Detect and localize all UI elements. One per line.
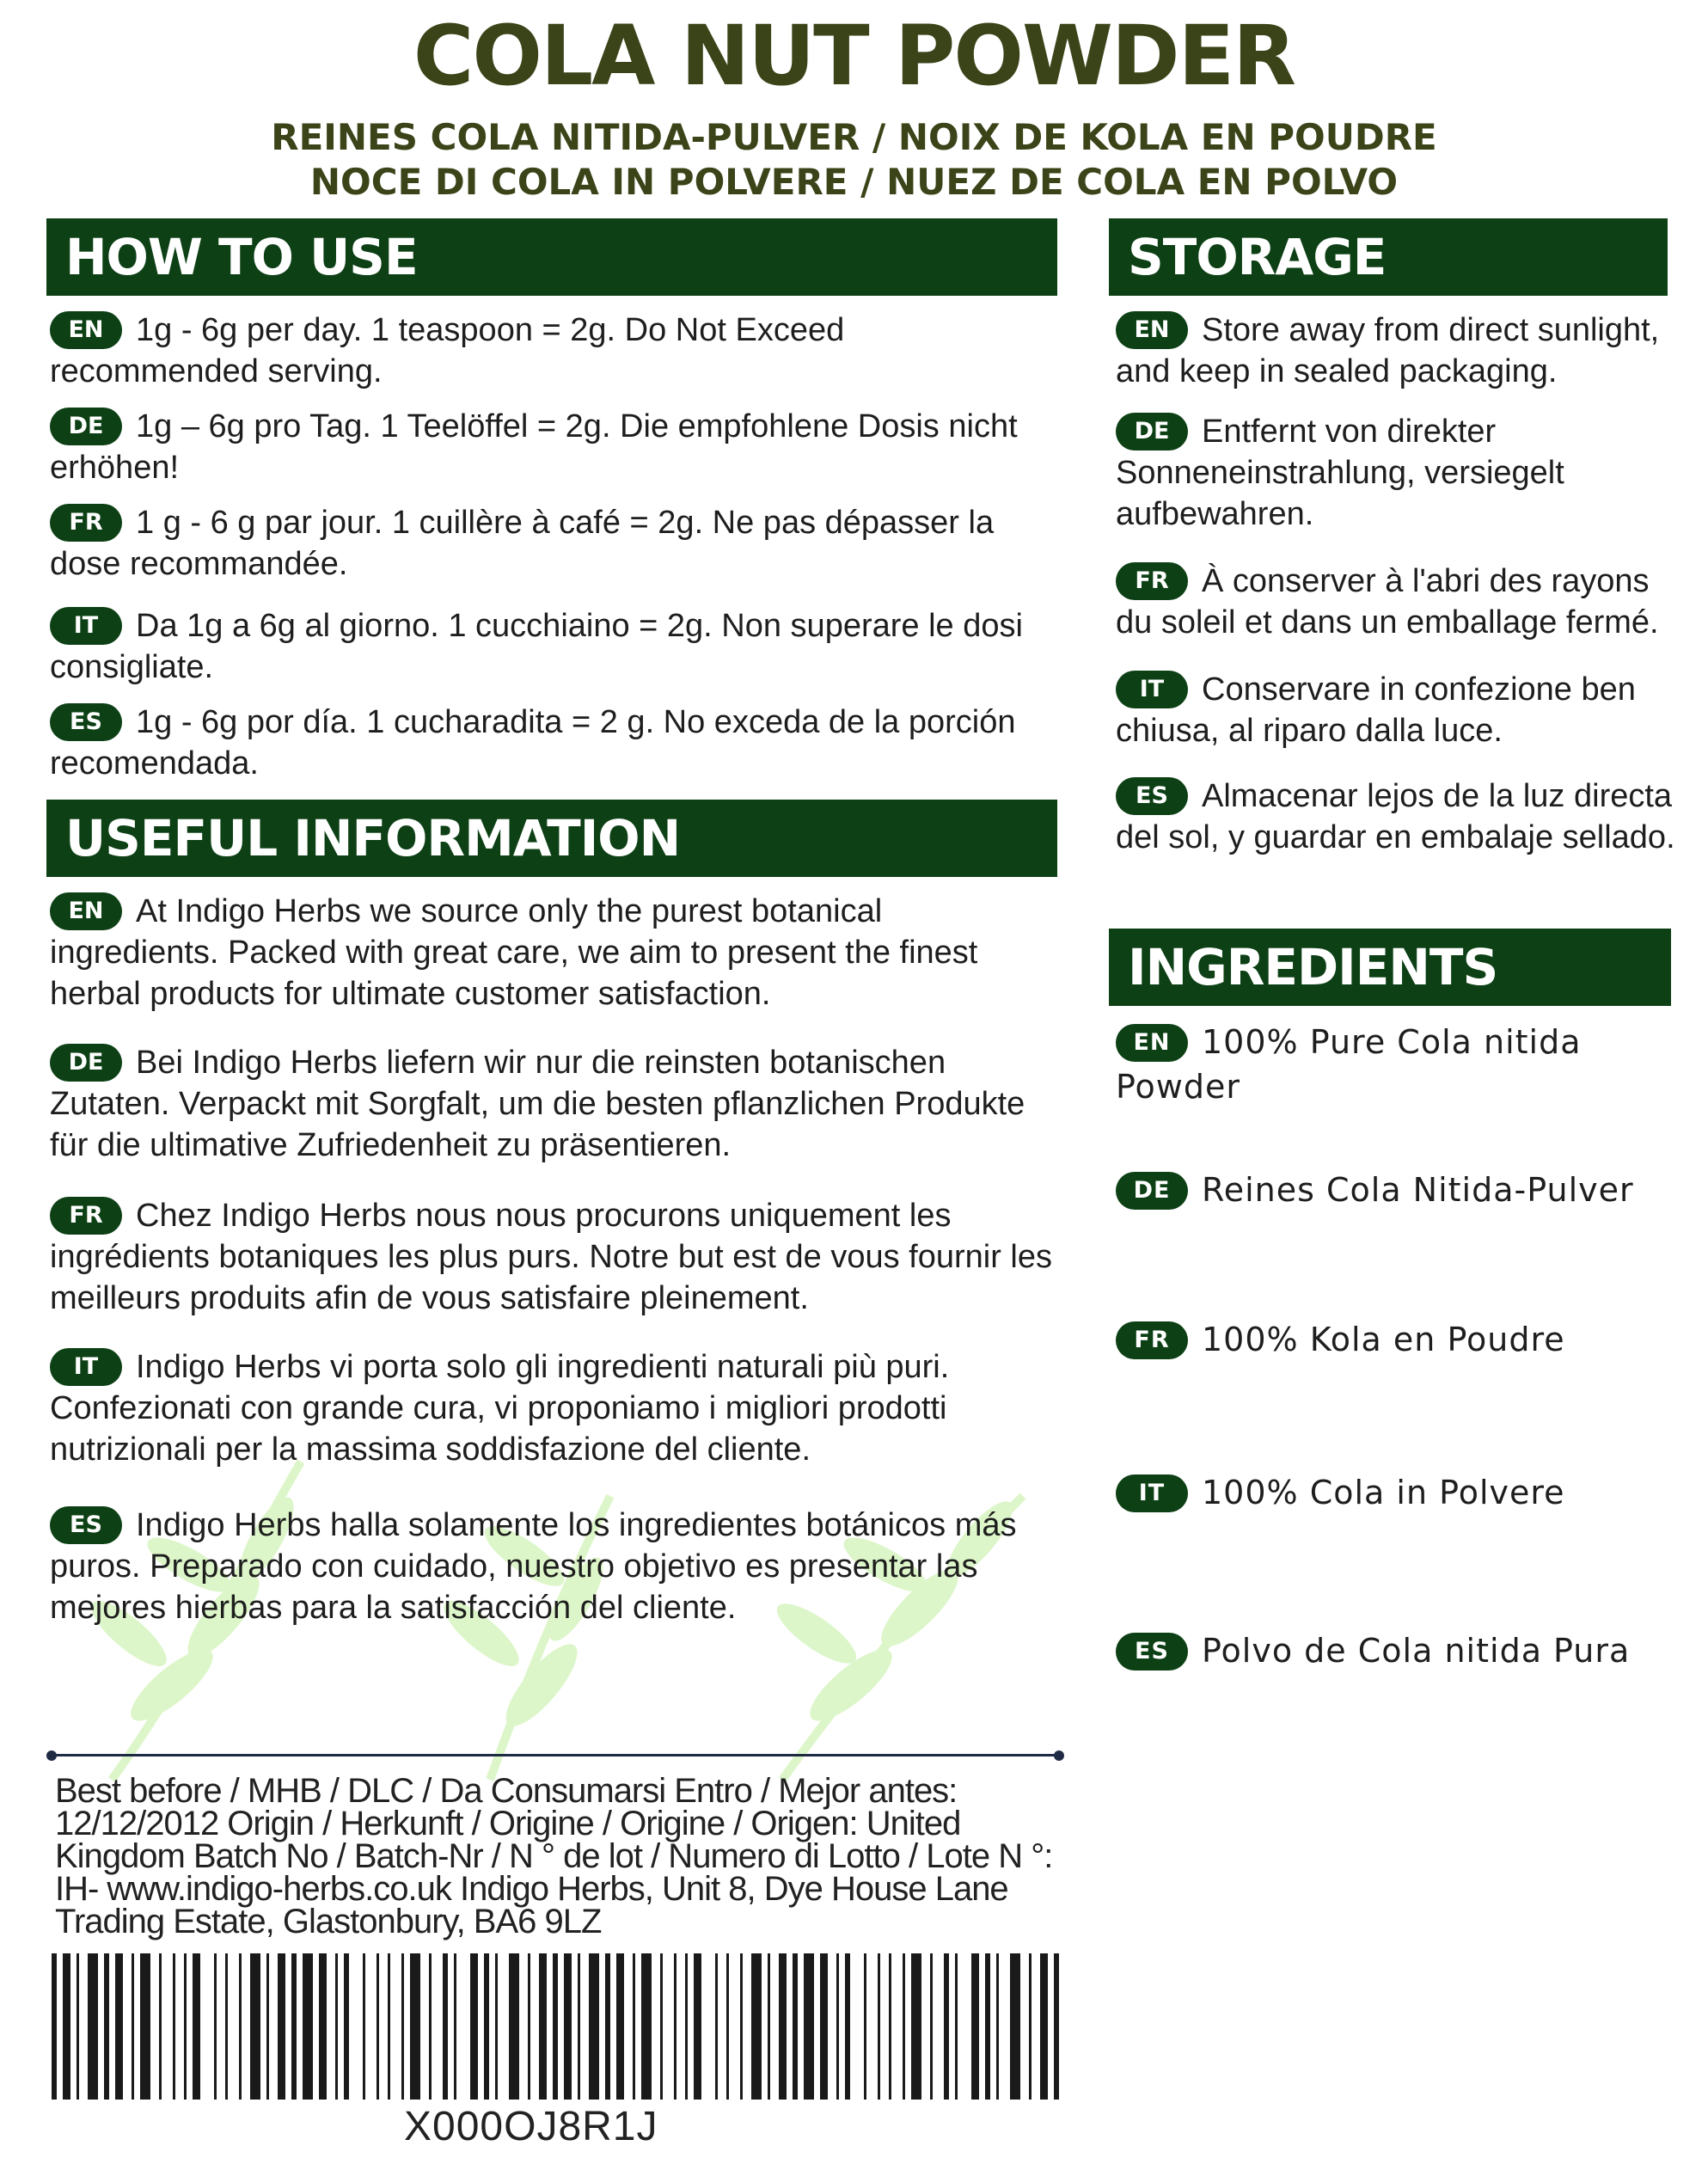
lang-badge: EN <box>50 311 122 349</box>
barcode-bar <box>1054 1953 1059 2100</box>
barcode-bar <box>184 1953 187 2100</box>
barcode-bar <box>140 1953 150 2100</box>
barcode-number: X000OJ8R1J <box>404 2104 658 2149</box>
entry-text: Store away from direct sunlight, and keep in sealed packaging. <box>1116 312 1660 389</box>
useful-info-entry-es <box>50 1505 1057 1628</box>
lang-badge: EN <box>1116 1024 1188 1062</box>
entry-text: 100% Cola in Polvere <box>1202 1474 1565 1511</box>
barcode-bar <box>751 1953 762 2100</box>
storage-entry-de <box>1116 411 1666 535</box>
useful-info-entry-fr <box>50 1195 1057 1319</box>
barcode-bar <box>1010 1953 1020 2100</box>
lang-badge: IT <box>50 607 122 645</box>
barcode-bar <box>225 1953 228 2100</box>
barcode-bar <box>674 1953 676 2100</box>
barcode-bar <box>930 1953 933 2100</box>
barcode-bar <box>63 1953 70 2100</box>
lang-badge: FR <box>50 1197 122 1235</box>
barcode-bar <box>239 1953 242 2100</box>
page-title: COLA NUT POWDER <box>413 8 1295 104</box>
entry-text: 100% Kola en Poudre <box>1202 1321 1565 1358</box>
how-to-use-entry-it <box>50 605 1057 688</box>
lang-badge: DE <box>1116 1172 1188 1210</box>
barcode-bar <box>971 1953 979 2100</box>
ingredients-entry-es <box>1116 1630 1666 1671</box>
barcode-bar <box>303 1953 313 2100</box>
barcode-bar <box>250 1953 260 2100</box>
barcode-bar <box>115 1953 123 2100</box>
lang-badge: IT <box>1116 1474 1188 1512</box>
entry-text: 100% Pure Cola nitida Powder <box>1116 1023 1582 1106</box>
barcode-bar <box>484 1953 489 2100</box>
lang-badge: DE <box>50 1044 122 1082</box>
divider-dot-right <box>1054 1750 1064 1761</box>
barcode-bar <box>363 1953 365 2100</box>
barcode-bar <box>793 1953 798 2100</box>
barcode-bar <box>443 1953 448 2100</box>
barcode-bar <box>401 1953 404 2100</box>
barcode-bar <box>616 1953 624 2100</box>
useful-info-entry-en <box>50 891 1057 1015</box>
entry-text: Indigo Herbs halla solamente los ingredientes botánicos más puros. Preparado con cuidado, nuestro objetivo es presentar las mejores hierbas para la satisfacción del cliente. <box>50 1507 1017 1626</box>
barcode-bar <box>955 1953 958 2100</box>
lang-badge: EN <box>1116 311 1188 349</box>
entry-text: À conserver à l'abri des rayons du soleil et dans un emballage fermé. <box>1116 563 1659 641</box>
lang-badge: FR <box>1116 1321 1188 1359</box>
lang-badge: DE <box>1116 413 1188 451</box>
barcode-bar <box>539 1953 547 2100</box>
lang-badge: DE <box>50 408 122 445</box>
barcode-bar <box>1040 1953 1048 2100</box>
barcode-bar <box>740 1953 743 2100</box>
how-to-use-entry-en <box>50 310 1057 392</box>
ingredients-entry-it <box>1116 1472 1666 1513</box>
how-to-use-entry-de <box>50 406 1057 488</box>
useful-information-heading: USEFUL INFORMATION <box>46 800 1057 877</box>
barcode-bar <box>344 1953 349 2100</box>
subtitle-line-1: REINES COLA NITIDA-PULVER / NOIX DE KOLA EN POUDRE <box>271 116 1437 158</box>
barcode-bar <box>564 1953 572 2100</box>
barcode-bar <box>388 1953 390 2100</box>
barcode-bar <box>911 1953 921 2100</box>
barcode-bar <box>132 1953 134 2100</box>
barcode-bar <box>578 1953 580 2100</box>
barcode-bar <box>376 1953 379 2100</box>
barcode-bar <box>173 1953 175 2100</box>
barcode-bar <box>820 1953 828 2100</box>
barcode-bar <box>159 1953 162 2100</box>
entry-text: Da 1g a 6g al giorno. 1 cucchiaino = 2g. Non superare le dosi consigliate. <box>50 608 1023 685</box>
barcode-bar <box>266 1953 269 2100</box>
how-to-use-entry-fr <box>50 502 1057 585</box>
how-to-use-entry-es <box>50 702 1057 784</box>
barcode-bar <box>278 1953 285 2100</box>
barcode-bar <box>528 1953 530 2100</box>
ingredients-entry-fr <box>1116 1319 1666 1360</box>
barcode-bar <box>845 1953 850 2100</box>
barcode-bar <box>470 1953 478 2100</box>
barcode-bar <box>779 1953 787 2100</box>
barcode-bar <box>454 1953 456 2100</box>
barcode-bar <box>77 1953 79 2100</box>
barcode-bar <box>319 1953 327 2100</box>
storage-entry-fr <box>1116 561 1683 643</box>
barcode-bar <box>193 1953 200 2100</box>
barcode-bar <box>864 1953 866 2100</box>
barcode-bar <box>214 1953 217 2100</box>
entry-text: 1g - 6g por día. 1 cucharadita = 2 g. No exceda de la porción recomendada. <box>50 704 1016 782</box>
lang-badge: IT <box>50 1348 122 1386</box>
barcode-bar <box>660 1953 663 2100</box>
entry-text: 1g – 6g pro Tag. 1 Teelöffel = 2g. Die empfohlene Dosis nicht erhöhen! <box>50 408 1018 486</box>
entry-text: Bei Indigo Herbs liefern wir nur die reinsten botanischen Zutaten. Verpackt mit Sorgfalt, um die besten pflanzlichen Produkte für die ultimative Zufriedenheit zu präsentieren. <box>50 1045 1025 1163</box>
entry-text: Chez Indigo Herbs nous nous procurons uniquement les ingrédients botaniques les plus purs. Notre but est de vous fournir les meilleurs produits afin de vous satisfaire pleinement. <box>50 1198 1052 1316</box>
barcode-bar <box>685 1953 688 2100</box>
barcode-bar <box>726 1953 729 2100</box>
useful-info-entry-it <box>50 1346 1057 1470</box>
barcode-bar <box>944 1953 949 2100</box>
barcode-bar <box>836 1953 839 2100</box>
barcode-bar <box>768 1953 770 2100</box>
barcode-bar <box>495 1953 498 2100</box>
lang-badge: ES <box>50 1506 122 1544</box>
storage-heading: STORAGE <box>1109 218 1668 296</box>
ingredients-heading: INGREDIENTS <box>1109 929 1671 1006</box>
barcode-bar <box>1029 1953 1032 2100</box>
storage-entry-en <box>1116 310 1683 392</box>
barcode-bar <box>985 1953 990 2100</box>
lang-badge: FR <box>1116 562 1188 600</box>
barcode-bar <box>694 1953 701 2100</box>
barcode-bar <box>553 1953 558 2100</box>
lang-badge: ES <box>1116 777 1188 815</box>
barcode-bar <box>996 1953 999 2100</box>
barcode-bar <box>410 1953 420 2100</box>
barcode-bar <box>104 1953 109 2100</box>
entry-text: At Indigo Herbs we source only the purest botanical ingredients. Packed with great care, we aim to present the finest herbal products for ultimate customer satisfaction. <box>50 893 978 1012</box>
lang-badge: IT <box>1116 671 1188 708</box>
entry-text: 1g - 6g per day. 1 teaspoon = 2g. Do Not Exceed recommended serving. <box>50 312 845 389</box>
divider-line <box>52 1754 1059 1756</box>
lang-badge: FR <box>50 504 122 542</box>
storage-entry-it <box>1116 669 1683 751</box>
barcode-bar <box>804 1953 814 2100</box>
barcode <box>52 1953 1066 2100</box>
lang-badge: EN <box>50 892 122 930</box>
entry-text: Entfernt von direkter Sonneneinstrahlung, versiegelt aufbewahren. <box>1116 414 1564 532</box>
barcode-bar <box>903 1953 905 2100</box>
barcode-bar <box>429 1953 432 2100</box>
entry-text: 1 g - 6 g par jour. 1 cuillère à café = 2g. Ne pas dépasser la dose recommandée. <box>50 505 995 582</box>
barcode-bar <box>52 1953 57 2100</box>
barcode-bar <box>589 1953 599 2100</box>
batch-info: Best before / MHB / DLC / Da Consumarsi Entro / Mejor antes: 12/12/2012 Origin / Herkunft / Origine / Origine / Origen: United Kingdom Batch No / Batch-Nr / N ° de lot / Numero di Lotto / Lote N °: IH- www.indigo-herbs.co.uk Indigo Herbs, Unit 8, Dye House Lane Trading Estate, Glastonbury, BA6 9LZ <box>55 1772 1053 1940</box>
barcode-bar <box>633 1953 635 2100</box>
barcode-bar <box>291 1953 297 2100</box>
lang-badge: ES <box>1116 1633 1188 1671</box>
entry-text: Almacenar lejos de la luz directa del sol, y guardar en embalaje sellado. <box>1116 778 1675 855</box>
storage-entry-es <box>1116 776 1683 858</box>
entry-text: Indigo Herbs vi porta solo gli ingredienti naturali più puri. Confezionati con grande cura, vi proponiamo i migliori prodotti nutrizionali per la massima soddisfazione del cliente. <box>50 1349 950 1468</box>
subtitle-line-2: NOCE DI COLA IN POLVERE / NUEZ DE COLA EN POLVO <box>309 161 1399 203</box>
barcode-bar <box>88 1953 98 2100</box>
barcode-bar <box>878 1953 880 2100</box>
entry-text: Reines Cola Nitida-Pulver <box>1202 1171 1634 1209</box>
useful-info-entry-de <box>50 1042 1057 1166</box>
barcode-bar <box>889 1953 891 2100</box>
how-to-use-heading: HOW TO USE <box>46 218 1057 296</box>
ingredients-entry-en <box>1116 1020 1649 1109</box>
ingredients-entry-de <box>1116 1169 1666 1211</box>
barcode-bar <box>509 1953 519 2100</box>
entry-text: Conservare in confezione ben chiusa, al riparo dalla luce. <box>1116 671 1636 749</box>
lang-badge: ES <box>50 703 122 741</box>
entry-text: Polvo de Cola nitida Pura <box>1202 1632 1631 1670</box>
barcode-bar <box>605 1953 610 2100</box>
barcode-bar <box>715 1953 718 2100</box>
barcode-bar <box>335 1953 338 2100</box>
barcode-bar <box>641 1953 652 2100</box>
